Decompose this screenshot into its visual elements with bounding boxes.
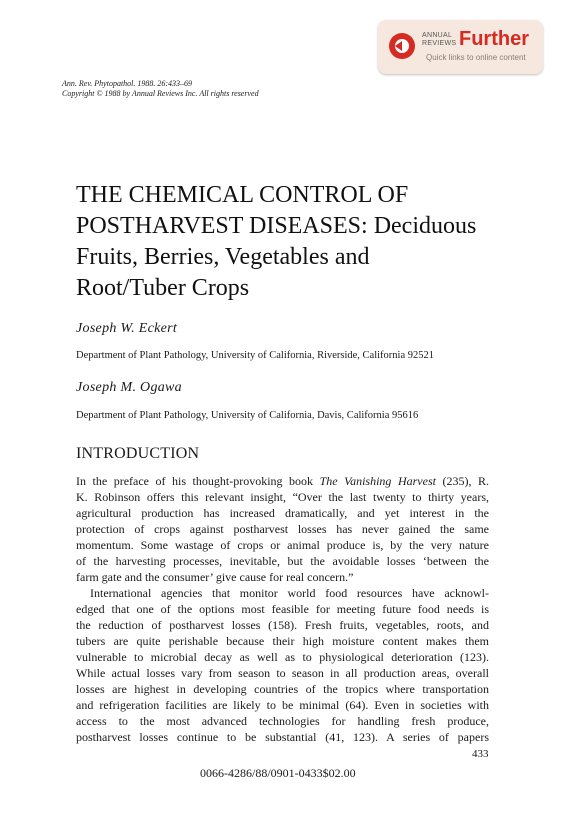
badge-reviews-label: REVIEWS bbox=[422, 40, 457, 47]
title-line: Fruits, Berries, Vegetables and bbox=[76, 244, 370, 270]
body-line: K. Robinson offers this relevant insight, “Over the last twenty to thirty years, bbox=[76, 490, 489, 504]
badge-annual-reviews bbox=[422, 32, 456, 48]
body-line: momentum. Some wastage of crops or animal produce is, by the very nature bbox=[76, 538, 489, 552]
section-heading: INTRODUCTION bbox=[76, 445, 200, 462]
body-line: While actual losses vary from season to season in all production areas, overall bbox=[76, 666, 489, 680]
body-line: agricultural production has increased dramatically, and yet interest in the bbox=[76, 506, 489, 520]
body-line: postharvest losses continue to be substantial (41, 123). A series of papers bbox=[76, 730, 489, 744]
journal-copyright: Copyright © 1988 by Annual Reviews Inc. All rights reserved bbox=[62, 89, 259, 98]
title-line: THE CHEMICAL CONTROL OF bbox=[76, 182, 409, 208]
further-badge[interactable] bbox=[378, 20, 543, 74]
book-title: The Vanishing Harvest bbox=[319, 474, 436, 488]
document-code: 0066-4286/88/0901-0433$02.00 bbox=[200, 766, 356, 780]
badge-tagline: Quick links to online content bbox=[426, 53, 526, 62]
body-line: edged that one of the options most feasible for meeting future food needs is bbox=[76, 602, 489, 616]
badge-further-label: Further bbox=[459, 28, 529, 50]
author-name: Joseph W. Eckert bbox=[76, 321, 178, 336]
page-number: 433 bbox=[472, 748, 489, 760]
body-line: tubers are quite perishable because their high moisture content makes them bbox=[76, 634, 489, 648]
author-affiliation: Department of Plant Pathology, University of California, Davis, California 95616 bbox=[76, 410, 419, 421]
body-line: losses are highest in developing countries of the tropics where transportation bbox=[76, 682, 489, 696]
title-line: Root/Tuber Crops bbox=[76, 275, 250, 301]
body-line: International agencies that monitor world food resources have acknowl- bbox=[90, 586, 489, 600]
paper-title bbox=[76, 180, 516, 304]
badge-annual-label: ANNUAL bbox=[422, 32, 453, 39]
body-line: vulnerable to microbial decay as well as to physiological deterioration (123). bbox=[76, 650, 489, 664]
body-text-segment: In the preface of his thought-provoking book bbox=[76, 474, 320, 488]
body-line: and refrigeration facilities are likely to be minimal (64). Even in societies with bbox=[76, 698, 489, 712]
further-logo-icon bbox=[389, 33, 415, 59]
body-line: access to the most advanced technologies for handling fresh produce, bbox=[76, 714, 489, 728]
body-line: protection of crops against postharvest losses has never gained the same bbox=[76, 522, 489, 536]
author-affiliation: Department of Plant Pathology, University of California, Riverside, California 92521 bbox=[76, 350, 434, 361]
body-text-segment: (235), R. bbox=[435, 474, 489, 488]
body-line bbox=[76, 474, 489, 489]
journal-citation-block bbox=[62, 79, 259, 99]
author-name: Joseph M. Ogawa bbox=[76, 380, 182, 395]
body-line: the reduction of postharvest losses (158). Fresh fruits, vegetables, roots, and bbox=[76, 618, 489, 632]
title-line: POSTHARVEST DISEASES: Deciduous bbox=[76, 213, 477, 239]
journal-citation: Ann. Rev. Phytopathol. 1988. 26:433–69 bbox=[62, 79, 193, 88]
body-line: farm gate and the consumer’ give cause for real concern.” bbox=[76, 570, 354, 584]
body-line: of the harvesting processes, inevitable, but the avoidable losses ‘between the bbox=[76, 554, 489, 568]
